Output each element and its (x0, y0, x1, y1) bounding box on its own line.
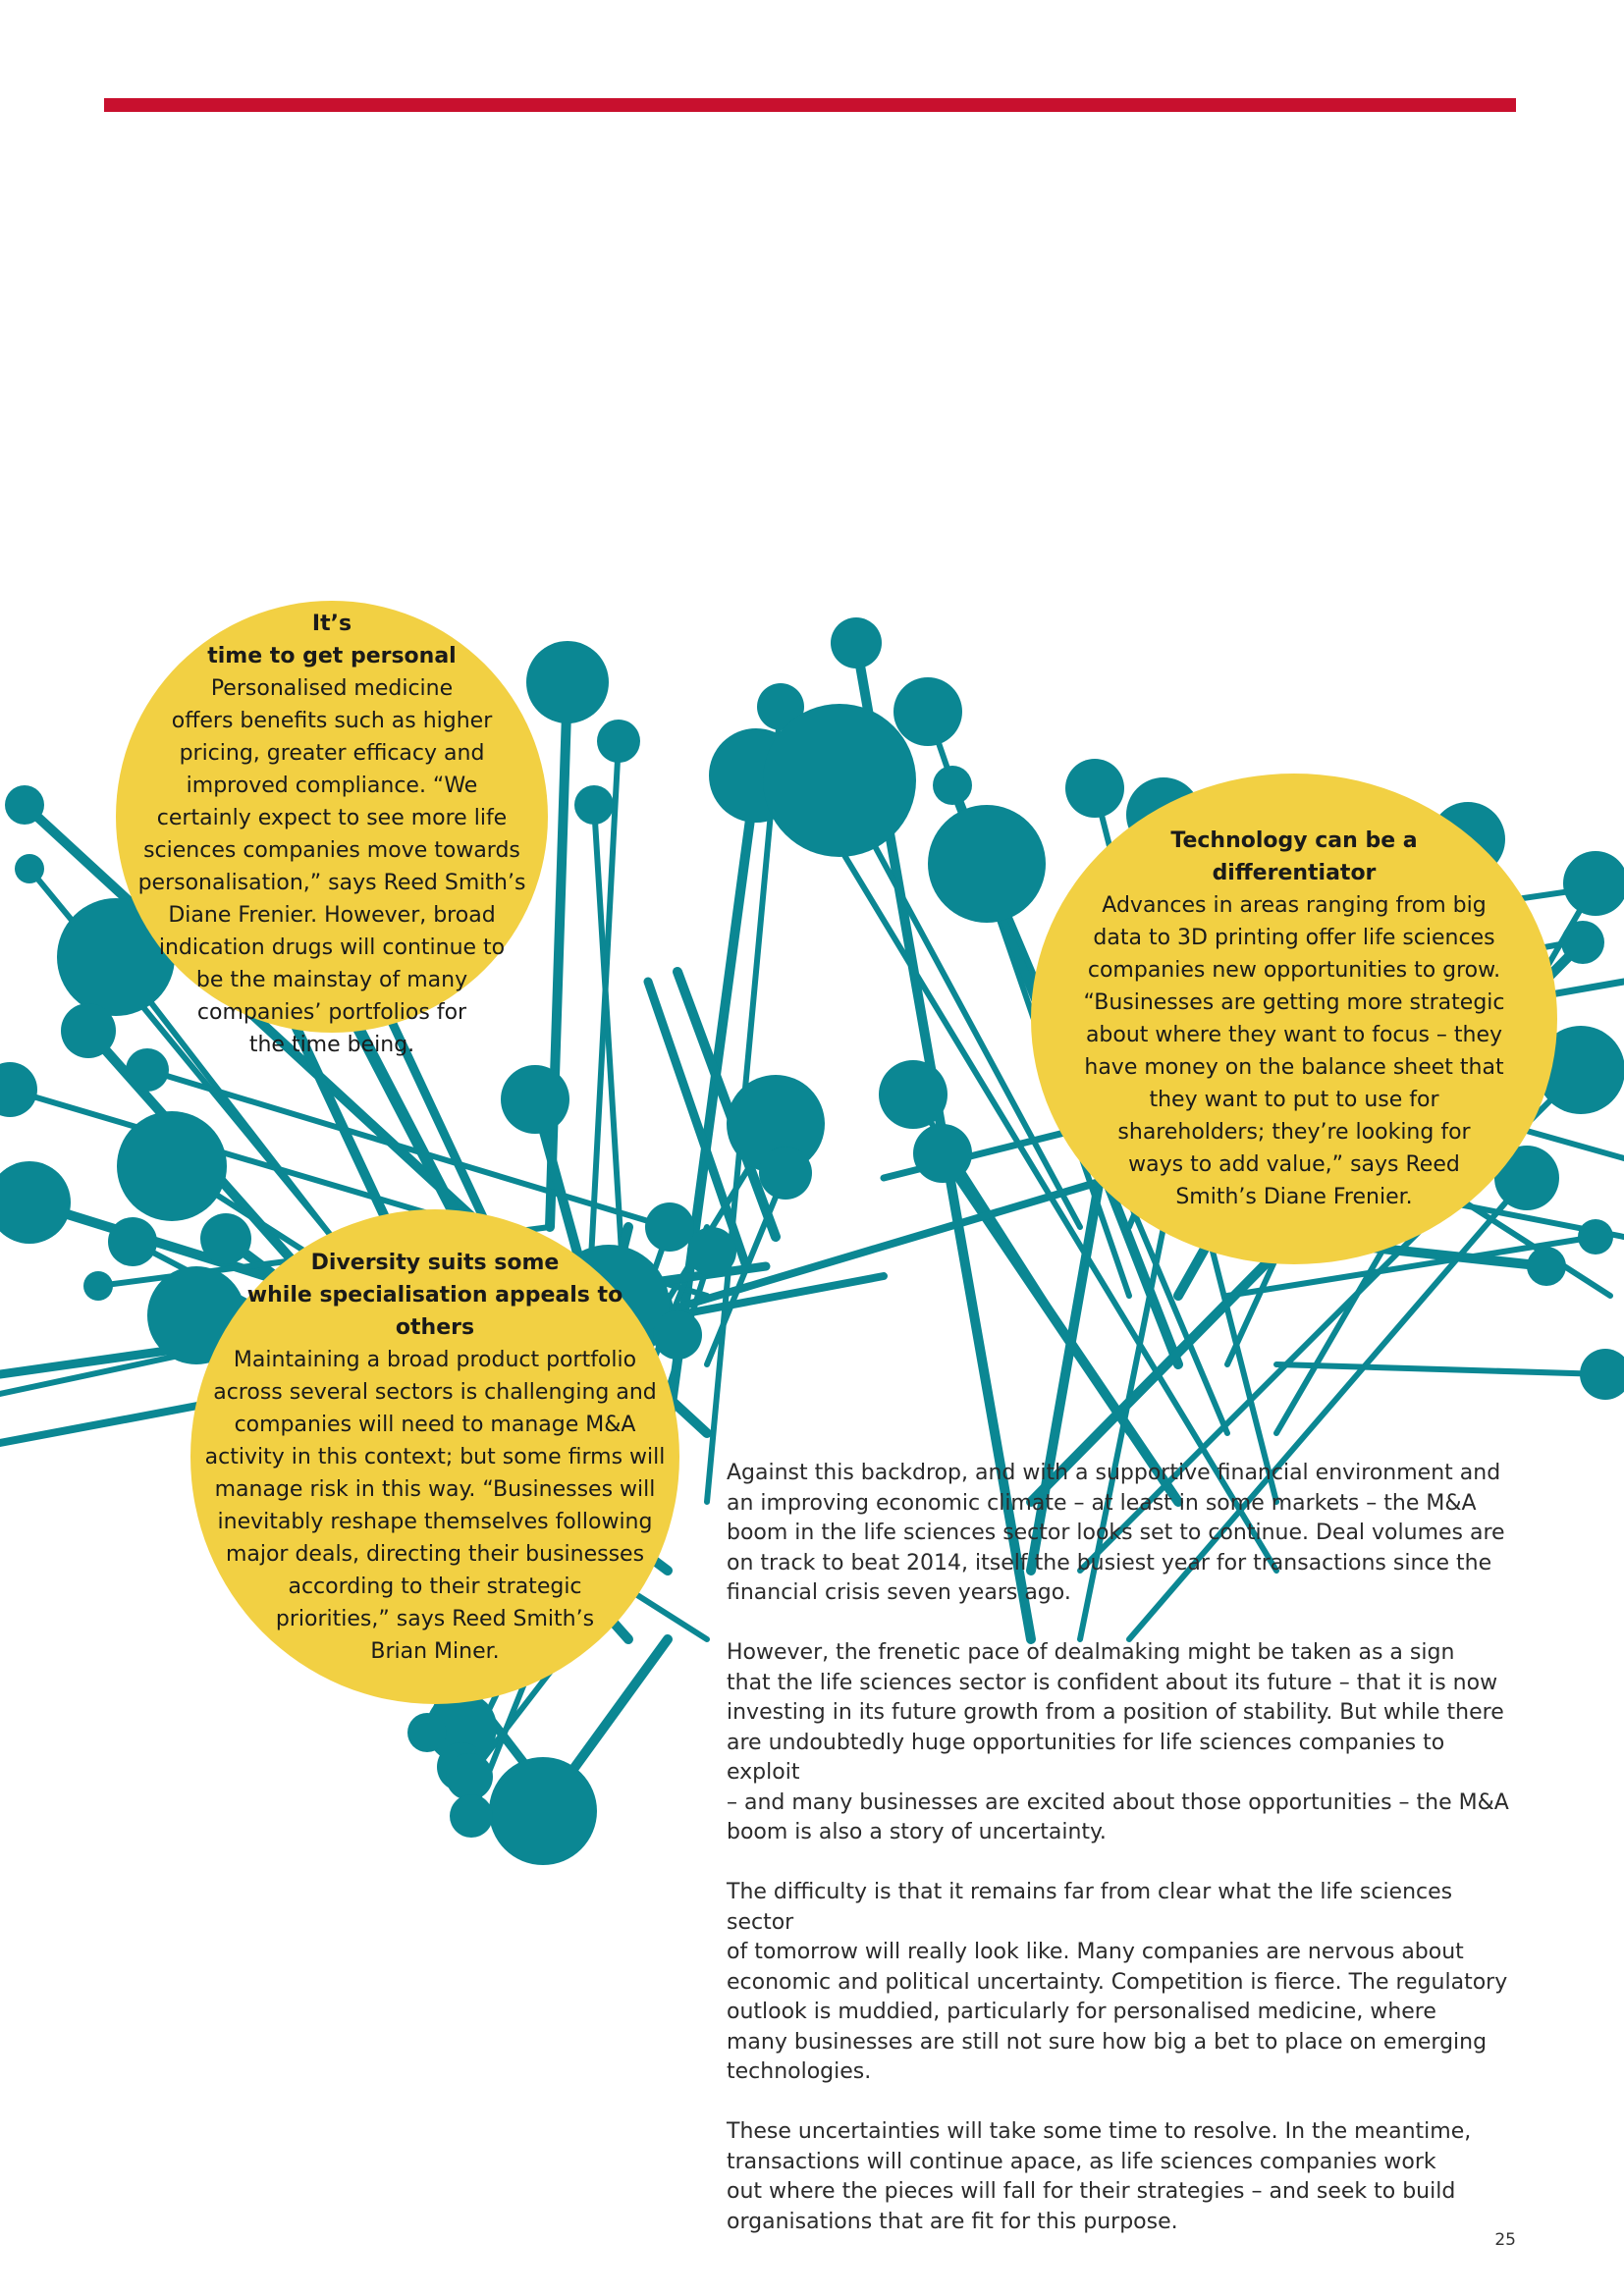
network-node (501, 1065, 569, 1134)
network-node (407, 1713, 447, 1752)
network-node (1563, 851, 1624, 916)
network-node (1580, 1349, 1624, 1400)
network-node (879, 1060, 947, 1129)
network-node (61, 1003, 116, 1058)
network-node (5, 785, 44, 825)
callout-body: Maintaining a broad product portfolio across several sectors is challenging and companies will need to manage M&A activity in this context; but some firms will manage risk in this way. “Businesses will inevitably reshape themselves following major deals, directing their businesses according to their strategic priorities,” says Reed Smith’s Brian Miner. (204, 1347, 666, 1664)
network-node (831, 617, 882, 668)
network-node (450, 1794, 493, 1838)
network-node (1065, 759, 1124, 818)
callout-title: It’s time to get personal (207, 612, 457, 668)
callout-body: Personalised medicine offers benefits such as higher pricing, greater efficacy and improved compliance. “We certainly expect to see more life sciences companies move towards personalisation,” says Reed Smith’s Diane Frenier. However, broad indication drugs will continue to be the mainstay of many companies’ portfolios for the time being. (137, 676, 526, 1057)
network-node (933, 766, 972, 805)
network-node (893, 677, 962, 746)
network-node (759, 1147, 812, 1200)
network-node (117, 1111, 227, 1221)
network-node (645, 1202, 694, 1252)
body-paragraph: Against this backdrop, and with a supportive financial environment and an improving economic climate – at least in some markets – the M&A boom in the life sciences sector looks set to continue. Deal volumes are on track to beat 2014, itself the busiest year for transactions since the financial crisis seven years ago. (727, 1461, 1505, 1605)
network-node (15, 854, 44, 883)
callout-personalised-medicine (116, 601, 548, 1057)
network-node (0, 1062, 37, 1117)
network-node (489, 1757, 597, 1865)
callout-title: Technology can be a differentiator (1170, 828, 1418, 885)
network-node (597, 720, 640, 763)
network-node (0, 1161, 71, 1244)
network-node (913, 1124, 972, 1183)
network-node (446, 1753, 493, 1800)
body-paragraph: These uncertainties will take some time to resolve. In the meantime, transactions will continue apace, as life sciences companies work out where the pieces will fall for their strategies – and seek to build organisations that are fit for this purpose. (727, 2119, 1472, 2234)
body-paragraph: However, the frenetic pace of dealmaking might be taken as a sign that the life sciences sector is confident about its future – that it is now investing in its future growth from a position of stability. But while there are undoubtedly huge opportunities for life sciences companies to exploit – and many businesses are excited about those opportunities – the M&A boom is also a story of uncertainty. (727, 1640, 1509, 1844)
callout-title: Diversity suits some while specialisation appeals to others (246, 1250, 623, 1340)
network-node (574, 785, 614, 825)
article-body (727, 1459, 1512, 2268)
page-number: 25 (1494, 2230, 1516, 2250)
network-node (1527, 1247, 1566, 1286)
network-node (1561, 921, 1604, 964)
network-node (763, 704, 916, 857)
network-node (83, 1271, 113, 1301)
callout-diversity (190, 1209, 679, 1704)
body-paragraph: The difficulty is that it remains far from clear what the life sciences sector of tomorrow will really look like. Many companies are nervous about economic and political uncertainty. Competition is fierce. The regulatory outlook is muddied, particularly for personalised medicine, where many businesses are still not sure how big a bet to place on emerging technologies. (727, 1880, 1508, 2084)
network-node (200, 1213, 251, 1264)
callout-technology (1031, 774, 1557, 1264)
network-node (526, 641, 609, 723)
network-strand (1276, 1364, 1605, 1374)
network-node (928, 805, 1046, 923)
network-node (687, 1227, 736, 1276)
network-node (108, 1217, 157, 1266)
callout-body: Advances in areas ranging from big data to 3D printing offer life sciences companies new opportunities to grow. “Businesses are getting more strategic about where they want to focus – they have money on the balance sheet that they want to put to use for shareholders; they’re looking for ways to add value,” says Reed Smith’s Diane Frenier. (1083, 893, 1505, 1209)
network-node (1578, 1219, 1613, 1255)
